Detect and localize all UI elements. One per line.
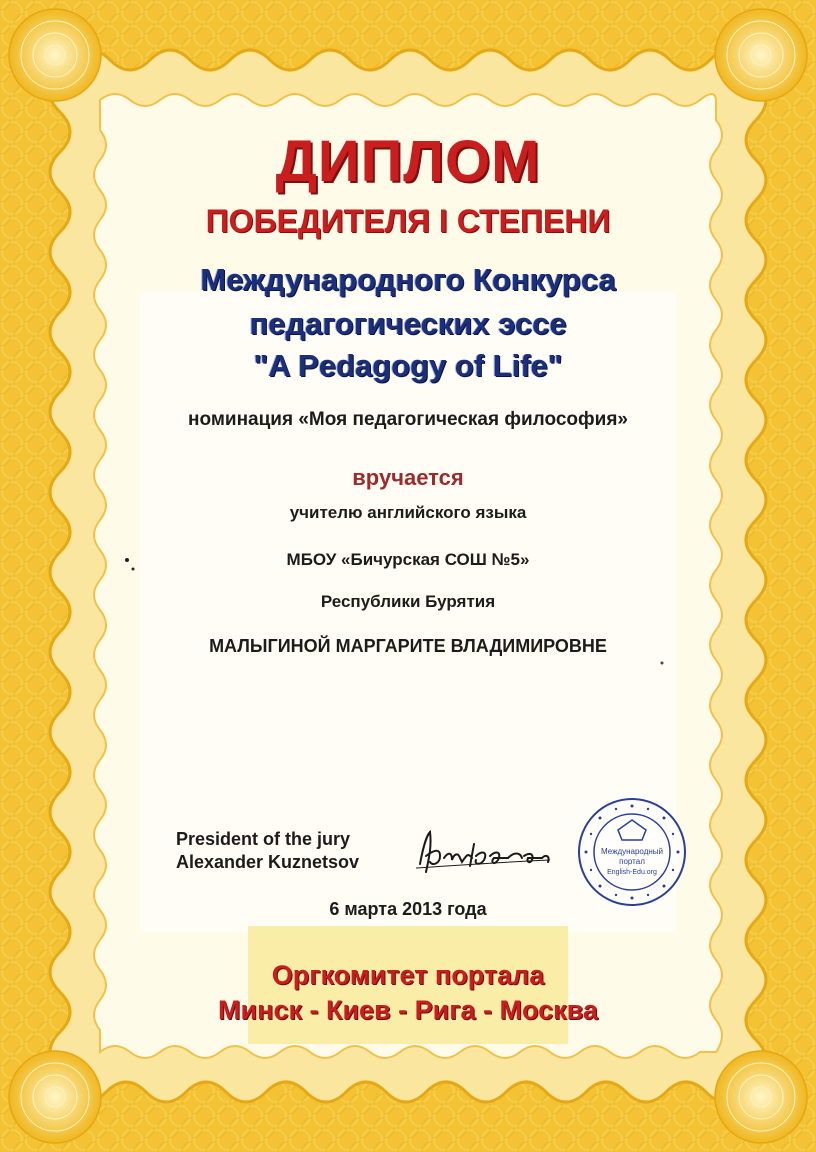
portal-seal — [576, 796, 688, 908]
seal-text-line3: English-Edu.org — [607, 869, 657, 876]
diploma-degree: ПОБЕДИТЕЛЯ I СТЕПЕНИ — [205, 203, 611, 239]
seal-text-line1: Международный — [600, 847, 664, 856]
organizer-line1: Оргкомитет портала — [271, 960, 545, 990]
region: Республики Бурятия — [320, 592, 496, 611]
contest-name-line3: "A Pedagogy of Life" — [253, 348, 563, 383]
contest-name-line2: педагогических эссе — [249, 306, 567, 341]
school-name: МБОУ «Бичурская СОШ №5» — [286, 550, 530, 569]
recipient-name: МАЛЫГИНОЙ МАРГАРИТЕ ВЛАДИМИРОВНЕ — [209, 636, 607, 656]
jury-block — [176, 828, 359, 874]
jury-title: President of the jury — [176, 829, 351, 849]
seal-text-line2: портал — [619, 857, 645, 866]
signature — [410, 822, 560, 882]
jury-name: Alexander Kuznetsov — [176, 852, 360, 872]
diploma-title: ДИПЛОМ — [275, 129, 541, 194]
contest-name-line1: Международного Конкурса — [200, 262, 616, 297]
nomination: номинация «Моя педагогическая философия» — [188, 409, 628, 430]
awarded-label: вручается — [352, 465, 464, 490]
recipient-role: учителю английского языка — [289, 503, 527, 522]
organizer-line2: Минск - Киев - Рига - Москва — [218, 995, 598, 1025]
issue-date: 6 марта 2013 года — [329, 899, 487, 919]
